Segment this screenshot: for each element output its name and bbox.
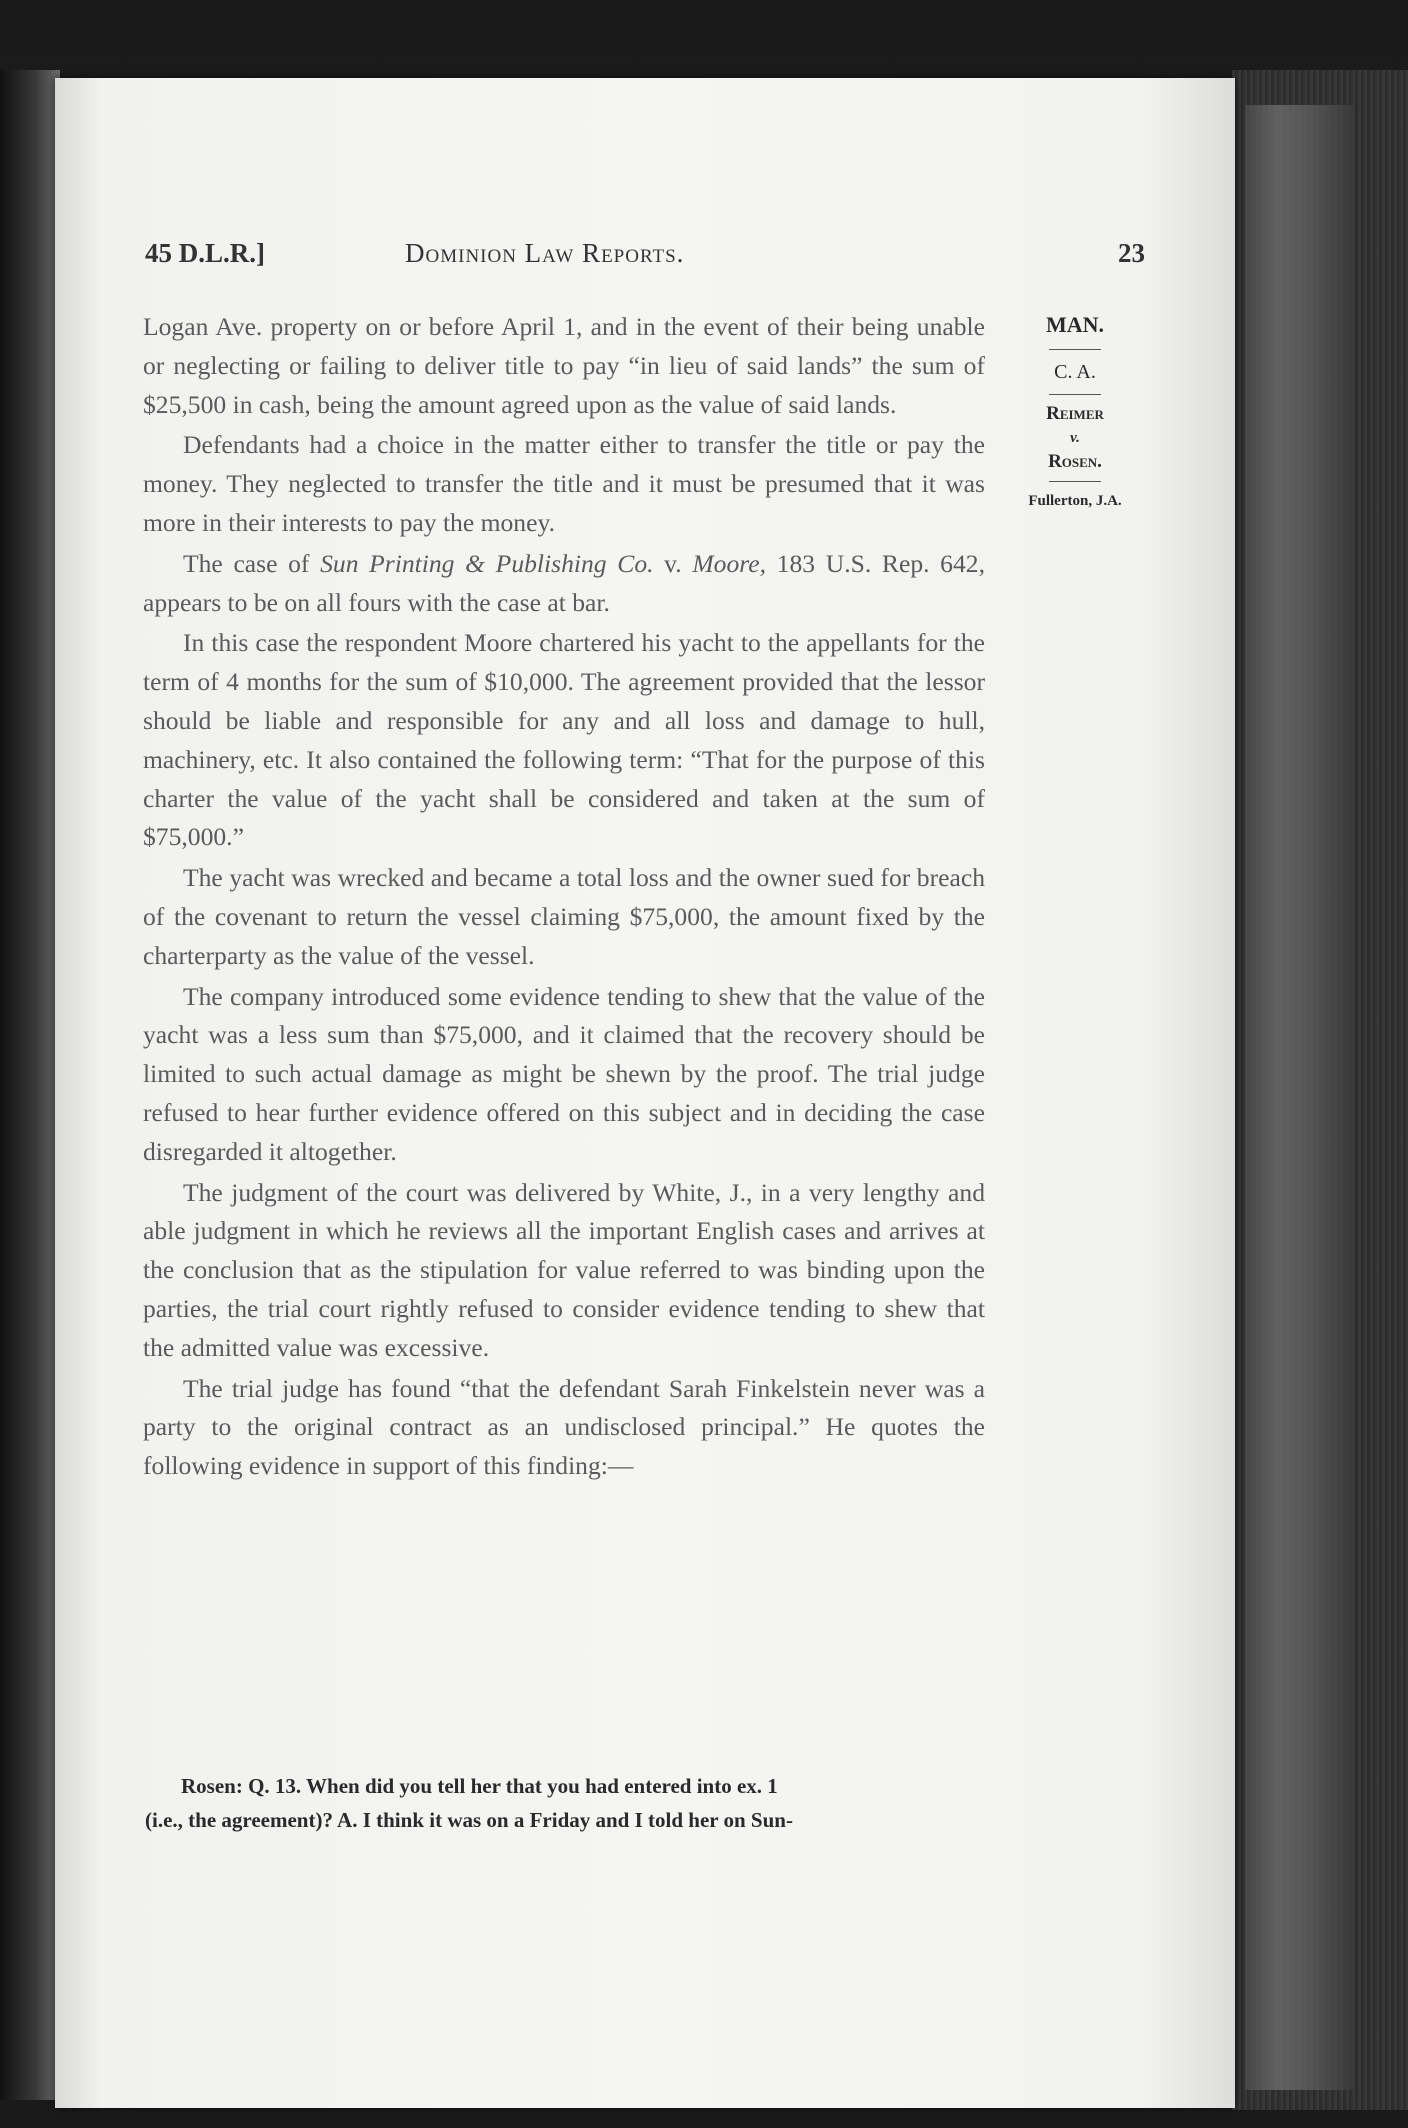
paragraph: The company introduced some evidence tending to shew that the value of the yacht was a less sum than $75,000, and it claimed that the recovery should be limited to such actual damage as might be shewn by the proof. The trial judge refused to hear further evidence offered on this subject and in deciding the case disregarded it altogether.: [143, 981, 985, 1166]
paragraph: The trial judge has found “that the defendant Sarah Finkelstein never was a party to the original contract as an undisclosed principal.” He quotes the following evidence in support of this finding:—: [143, 1373, 985, 1481]
division-label: C. A.: [1054, 361, 1096, 383]
report-title: Dominion Law Reports.: [405, 238, 685, 268]
case-party-1: Reimer: [1046, 403, 1104, 424]
quote-line: (i.e., the agreement)? A. I think it was on a Friday and I told her on Sun-: [145, 1808, 793, 1832]
volume-reference: 45 D.L.R.]: [145, 238, 265, 268]
paragraph: In this case the respondent Moore chartered his yacht to the appellants for the term of 4 months for the sum of $10,000. The agreement provided that the lessor should be liable and responsible for any and all loss and damage to hull, machinery, etc. It also contained the following term: “That for the purpose of this charter the value of the yacht shall be considered and taken at the sum of $75,000.”: [143, 628, 985, 852]
case-prefix: The case of: [183, 548, 321, 578]
body-text: [143, 308, 985, 1488]
case-name: Sun Printing & Publishing Co.: [320, 548, 654, 578]
court-abbreviation: MAN.: [1045, 312, 1105, 337]
left-page-edge: [0, 70, 60, 2100]
page-number: 23: [1118, 238, 1145, 268]
quote-line: Rosen: Q. 13. When did you tell her that you had entered into ex. 1: [181, 1774, 778, 1798]
paragraph: Logan Ave. property on or before April 1, and in the event of their being unable or neglecting or failing to deliver title to pay “in lieu of said lands” the sum of $25,500 in cash, being the amount agreed upon as the value of said lands.: [143, 312, 985, 419]
case-citation-paragraph: [143, 545, 985, 623]
book-fore-edge-highlight: [1245, 105, 1355, 2090]
evidence-quote: [145, 1769, 980, 1837]
paragraph: The yacht was wrecked and became a total loss and the owner sued for breach of the covenant to return the vessel claiming $75,000, the amount fixed by the charterparty as the value of the vessel.: [143, 863, 985, 970]
margin-rule: [1049, 349, 1101, 350]
case-versus-text: v.: [653, 548, 693, 578]
case-versus: v.: [1070, 430, 1080, 446]
margin-note: [1000, 305, 1150, 516]
case-suffix: 183 U.S. Rep. 642, appears to be on all fours with the case at bar.: [143, 548, 985, 617]
margin-rule: [1049, 394, 1101, 395]
paragraph: Defendants had a choice in the matter either to transfer the title or pay the money. They neglected to transfer the title and it must be presumed that it was more in their interests to pay the money.: [143, 430, 985, 537]
margin-rule: [1049, 481, 1101, 482]
running-header: [145, 238, 1145, 278]
case-respondent: Moore,: [692, 548, 767, 578]
judge-name: Fullerton, J.A.: [1028, 493, 1122, 509]
case-party-2: Rosen.: [1048, 451, 1102, 472]
paragraph: The judgment of the court was delivered by White, J., in a very lengthy and able judgment in which he reviews all the important English cases and arrives at the conclusion that as the stipulation for value referred to was binding upon the parties, the trial court rightly refused to consider evidence tending to shew that the admitted value was excessive.: [143, 1177, 985, 1362]
